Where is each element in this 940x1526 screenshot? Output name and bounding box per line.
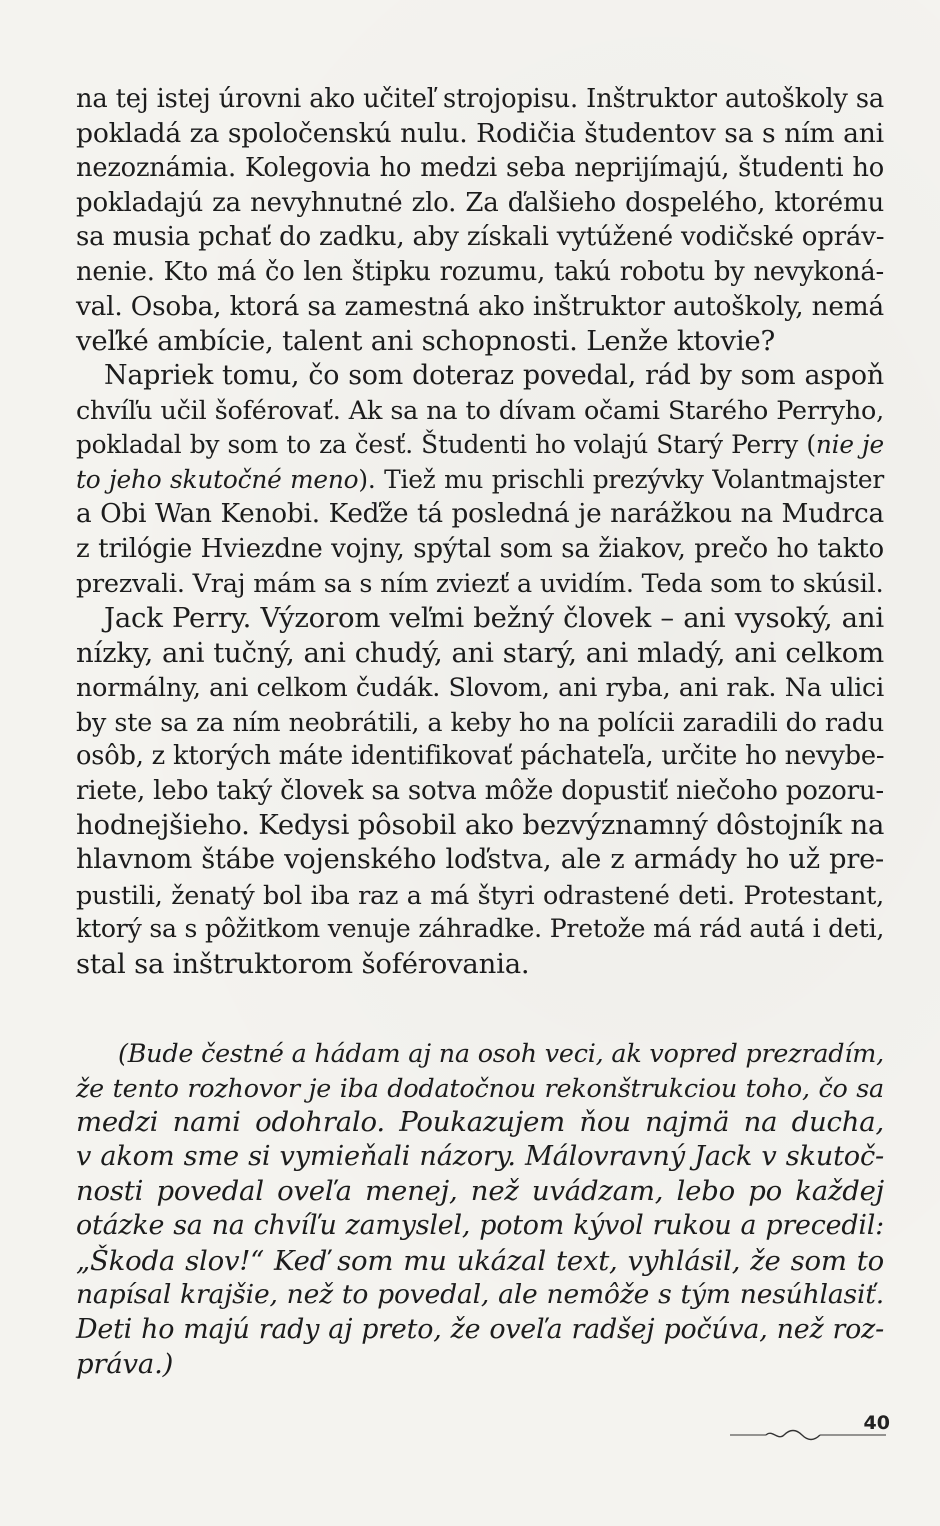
note-line: napísal krajšie, než to povedal, ale nemôže s tým nesúhlasiť. xyxy=(76,1279,884,1311)
text-line: hodnejšieho. Kedysi pôsobil ako bezvýznamný dôstojník na xyxy=(76,809,885,842)
text-line xyxy=(76,428,884,463)
text-line: sa musia pchať do zadku, aby získali vytúžené vodičské opráv- xyxy=(76,222,885,253)
text-line: pustili, ženatý bol iba raz a má štyri odrastené deti. Protestant, xyxy=(76,879,884,910)
text-line: ktorý sa s pôžitkom venuje záhradke. Pretože má rád autá i deti, xyxy=(76,914,885,944)
text-line: Jack Perry. Výzorom veľmi bežný človek – ani vysoký, ani xyxy=(104,601,884,634)
text-line: stal sa inštruktorom šoférovania. xyxy=(76,947,530,980)
text-line xyxy=(76,463,884,498)
note-line: Deti ho majú rady aj preto, že oveľa radšej počúva, než roz- xyxy=(76,1313,884,1345)
text-line: val. Osoba, ktorá sa zamestná ako inštruktor autoškoly, nemá xyxy=(76,291,884,322)
note-line: medzi nami odohralo. Poukazujem ňou najmä na ducha, xyxy=(76,1106,884,1139)
text-line: Napriek tomu, čo som doteraz povedal, rád by som aspoň xyxy=(104,359,884,391)
text-line: osôb, z ktorých máte identifikovať páchateľa, určite ho nevybe- xyxy=(76,741,885,772)
italic-note xyxy=(76,1036,884,1382)
italic-segment: nie je xyxy=(815,429,885,459)
note-line: otázke sa na chvíľu zamyslel, potom kývol rukou a precedil: xyxy=(76,1209,884,1241)
text-line: by ste sa za ním neobrátili, a keby ho na polícii zaradili do radu xyxy=(76,706,884,737)
note-line: „Škoda slov!“ Keď som mu ukázal text, vyhlásil, že som to xyxy=(76,1244,884,1277)
text-segment: pokladal by som to za česť. Študenti ho volajú Starý Perry ( xyxy=(76,429,816,459)
note-line: v akom sme si vymieňali názory. Málovravný Jack v skutoč- xyxy=(76,1140,884,1172)
text-line: hlavnom štábe vojenského loďstva, ale z armády ho už pre- xyxy=(76,844,884,876)
note-line: práva.) xyxy=(76,1348,174,1381)
text-line: na tej istej úrovni ako učiteľ strojopisu. Inštruktor autoškoly sa xyxy=(76,84,884,114)
main-text xyxy=(76,82,884,981)
text-line: pokladajú za nevyhnutné zlo. Za ďalšieho dospelého, ktorému xyxy=(76,187,884,218)
page-number: 40 xyxy=(863,1412,890,1434)
note-line: (Bude čestné a hádam aj na osoh veci, ak vopred prezradím, xyxy=(118,1038,884,1068)
text-line: chvíľu učil šoférovať. Ak sa na to dívam očami Starého Perryho, xyxy=(76,395,884,426)
italic-segment: to jeho skutočné meno xyxy=(76,464,359,494)
page-footer xyxy=(720,1404,890,1444)
text-line: nenie. Kto má čo len štipku rozumu, takú robotu by nevykoná- xyxy=(76,256,884,287)
text-line: veľké ambície, talent ani schopnosti. Lenže ktovie? xyxy=(76,325,776,358)
text-line: z trilógie Hviezdne vojny, spýtal som sa žiakov, prečo ho takto xyxy=(76,533,884,564)
text-segment: ). Tiež mu prischli prezývky Volantmajster xyxy=(358,464,885,494)
text-line: nezoznámia. Kolegovia ho medzi seba neprijímajú, študenti ho xyxy=(76,153,884,184)
text-line: riete, lebo taký človek sa sotva môže dopustiť niečoho pozoru- xyxy=(76,775,884,806)
text-line: a Obi Wan Kenobi. Keďže tá posledná je narážkou na Mudrca xyxy=(76,499,884,530)
text-line: normálny, ani celkom čudák. Slovom, ani ryba, ani rak. Na ulici xyxy=(76,672,884,703)
text-line: pokladá za spoločenskú nulu. Rodičia študentov sa s ním ani xyxy=(76,117,884,149)
note-line: že tento rozhovor je iba dodatočnou rekonštrukciou toho, čo sa xyxy=(76,1072,884,1103)
text-line: nízky, ani tučný, ani chudý, ani starý, ani mladý, ani celkom xyxy=(76,636,884,669)
note-line: nosti povedal oveľa menej, než uvádzam, lebo po každej xyxy=(76,1175,884,1208)
text-line: prezvali. Vraj mám sa s ním zviezť a uvidím. Teda som to skúsil. xyxy=(76,568,884,599)
